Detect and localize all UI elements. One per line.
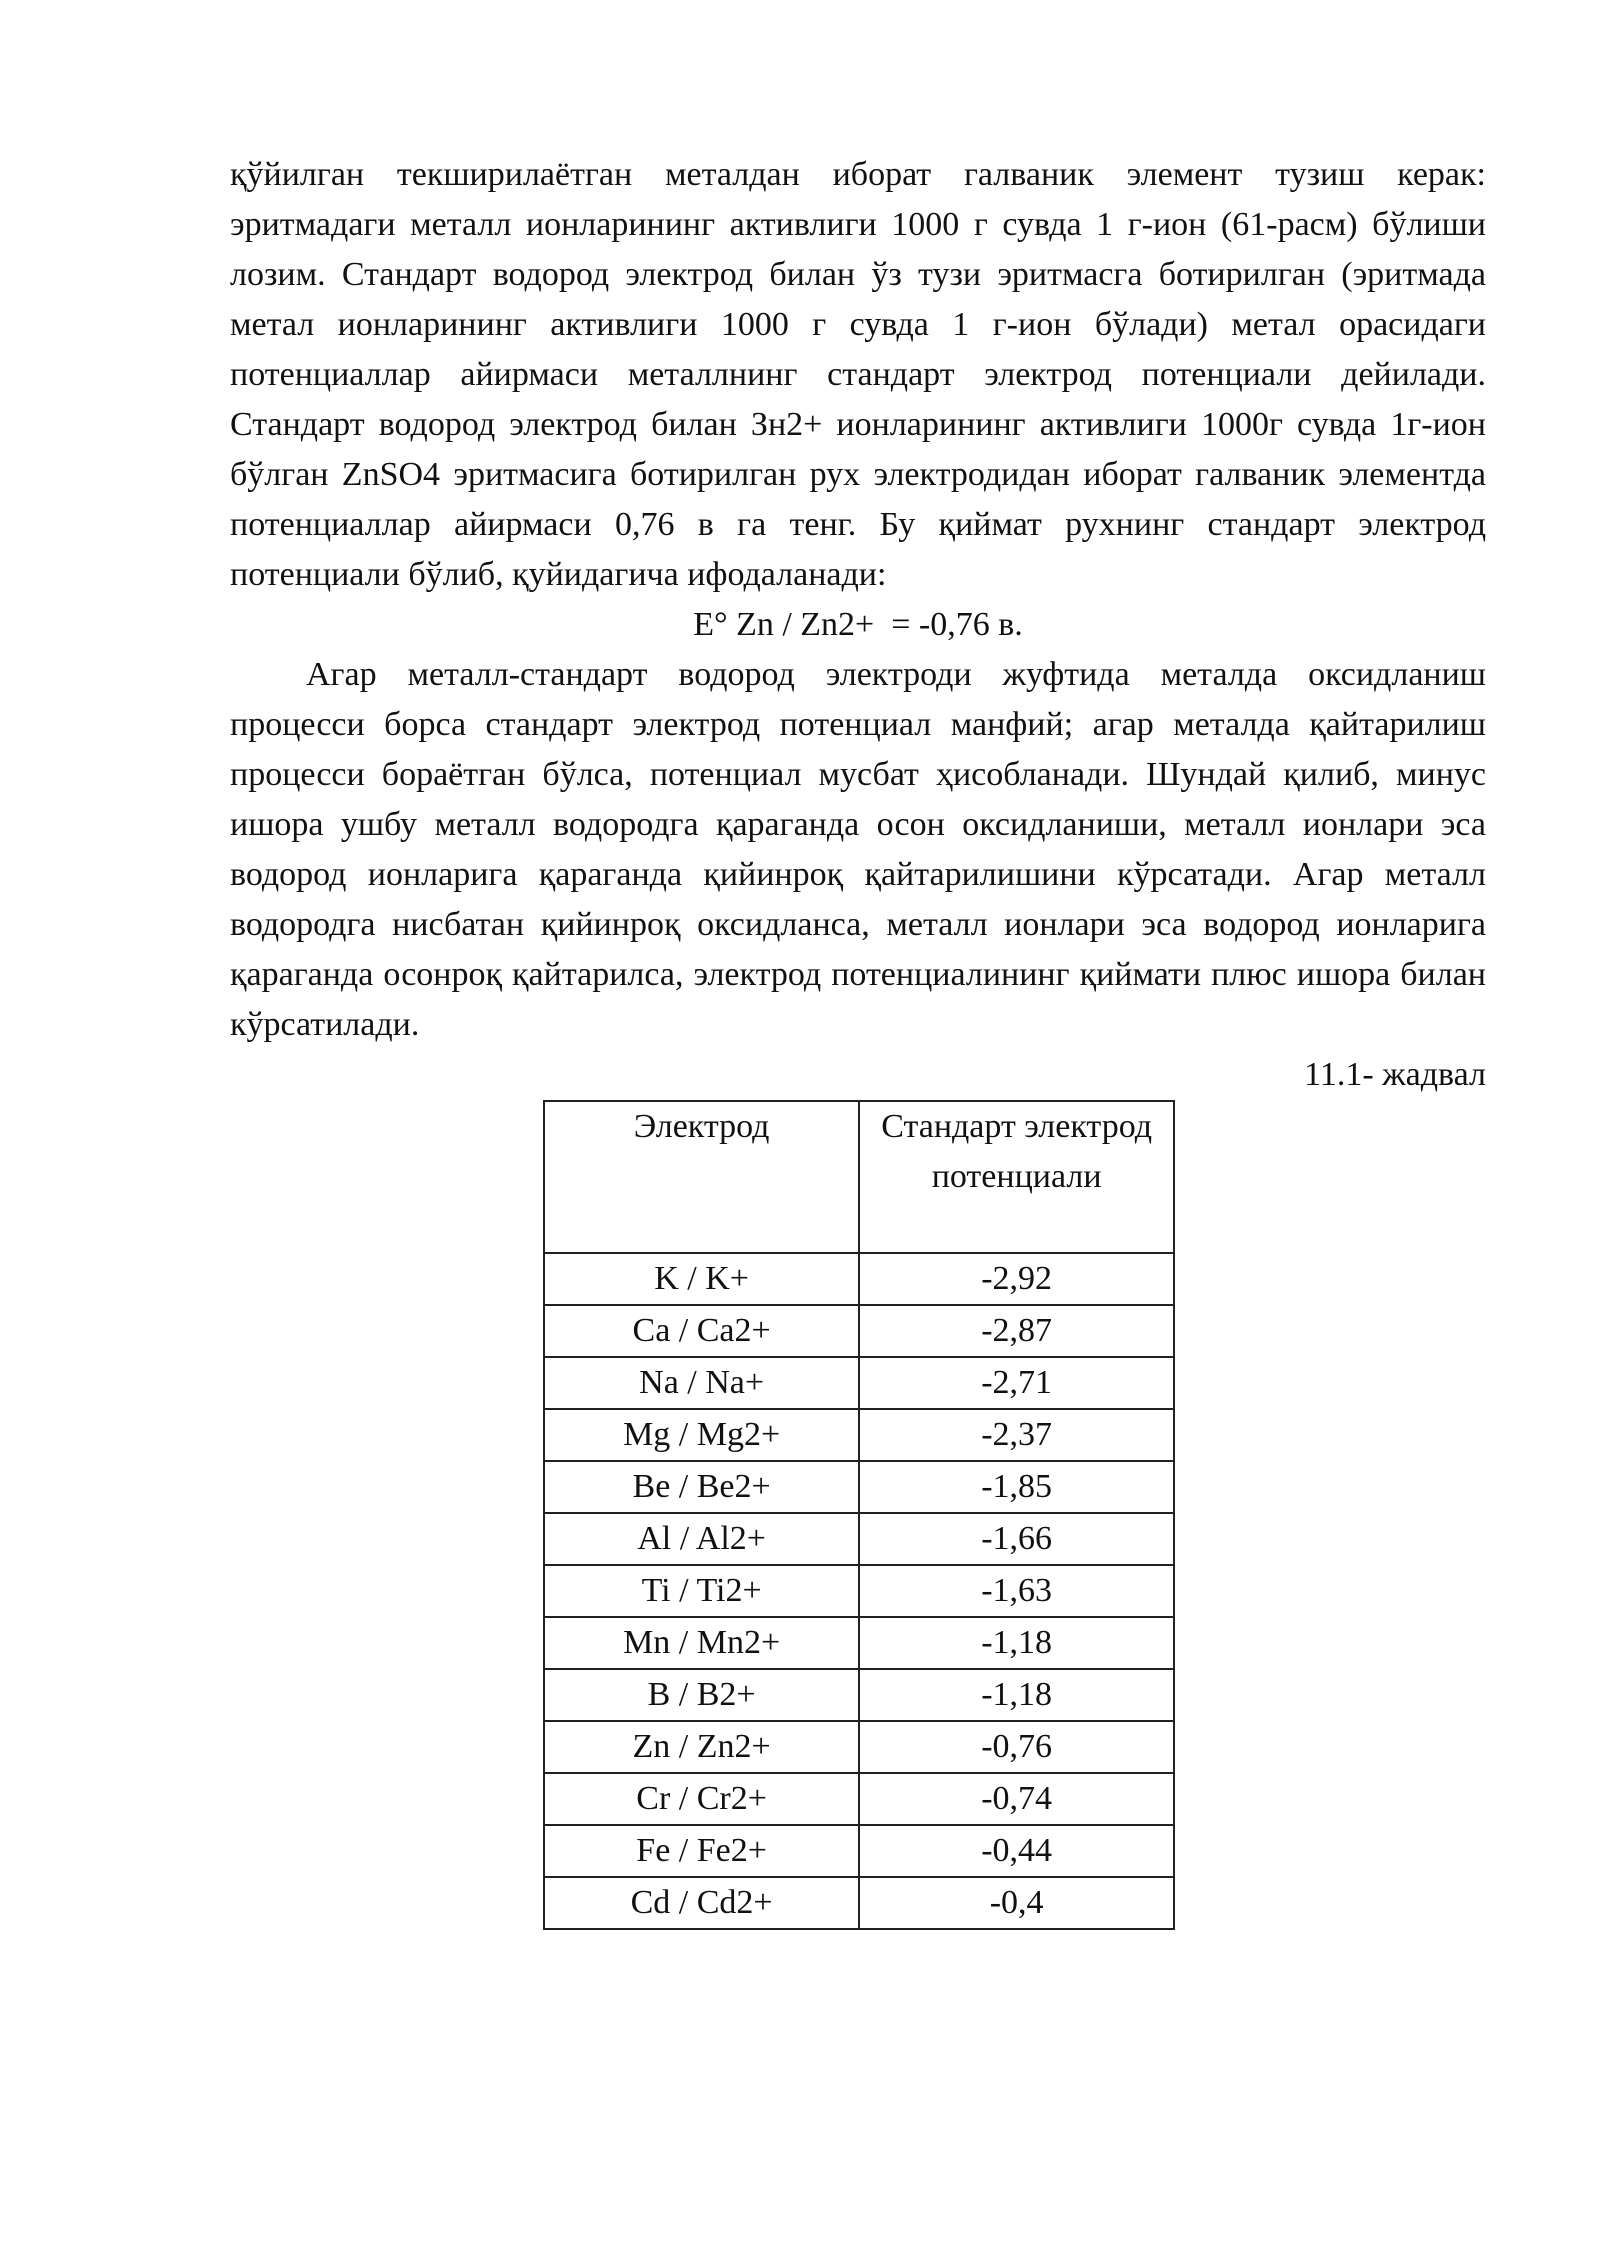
cell-electrode: Be / Be2+ <box>544 1461 859 1513</box>
cell-electrode: Mg / Mg2+ <box>544 1409 859 1461</box>
cell-potential: -1,85 <box>859 1461 1174 1513</box>
table-row <box>544 1565 1174 1617</box>
cell-potential: -0,44 <box>859 1825 1174 1877</box>
cell-electrode: Cr / Cr2+ <box>544 1773 859 1825</box>
cell-potential: -2,87 <box>859 1305 1174 1357</box>
electrode-potentials-table <box>543 1100 1175 1930</box>
header-electrode: Электрод <box>544 1101 859 1253</box>
cell-potential: -0,74 <box>859 1773 1174 1825</box>
table-row <box>544 1617 1174 1669</box>
header-potential: Стандарт электрод потенциали <box>859 1101 1174 1253</box>
paragraph-oxidation-sign: Агар металл-стандарт водород электроди жуфтида металда оксидланиш процесси борса стандарт электрод потенциал манфий; агар металда қайтарилиш процесси бораётган бўлса, потенциал мусбат ҳисобланади. Шундай қилиб, минус ишора ушбу металл водородга қараганда осон оксидланиши, металл ионлари эса водород ионларига қараганда қийинроқ қайтарилишини кўрсатади. Агар металл водородга нисбатан қийинроқ оксидланса, металл ионлари эса водород ионларига қараганда осонроқ қайтарилса, электрод потенциалининг қиймати плюс ишора билан кўрсатилади. <box>230 656 1486 1043</box>
cell-electrode: Cd / Cd2+ <box>544 1877 859 1929</box>
cell-electrode: Fe / Fe2+ <box>544 1825 859 1877</box>
table-row <box>544 1877 1174 1929</box>
paragraph-galvanic-element: қўйилган текширилаётган металдан иборат галваник элемент тузиш керак: эритмадаги металл ионларининг активлиги 1000 г сувда 1 г-ион (61-расм) бўлиши лозим. Стандарт водород электрод билан ўз тузи эритмасга ботирилган (эритмада метал ионларининг активлиги 1000 г сувда 1 г-ион бўлади) метал орасидаги потенциаллар айирмаси металлнинг стандарт электрод потенциали дейилади. Стандарт водород электрод билан Зн2+ ионларининг активлиги 1000г сувда 1г-ион бўлган ZnSO4 эритмасига ботирилган рух электродидан иборат галваник элементда потенциаллар айирмаси 0,76 в га тенг. Бу қиймат рухнинг стандарт электрод потенциали бўлиб, қуйидагича ифодаланади: <box>230 156 1486 593</box>
table-caption: 11.1- жадвал <box>1304 1056 1486 1093</box>
table-row <box>544 1409 1174 1461</box>
cell-potential: -2,92 <box>859 1253 1174 1305</box>
cell-electrode: Al / Al2+ <box>544 1513 859 1565</box>
table-row <box>544 1461 1174 1513</box>
cell-potential: -1,63 <box>859 1565 1174 1617</box>
table-row <box>544 1253 1174 1305</box>
cell-potential: -0,76 <box>859 1721 1174 1773</box>
cell-potential: -1,18 <box>859 1669 1174 1721</box>
table-header-row <box>544 1101 1174 1253</box>
table-row <box>544 1305 1174 1357</box>
table-row <box>544 1721 1174 1773</box>
table-row <box>544 1357 1174 1409</box>
cell-electrode: B / B2+ <box>544 1669 859 1721</box>
cell-potential: -1,18 <box>859 1617 1174 1669</box>
cell-potential: -2,37 <box>859 1409 1174 1461</box>
cell-potential: -1,66 <box>859 1513 1174 1565</box>
cell-electrode: Zn / Zn2+ <box>544 1721 859 1773</box>
table-row <box>544 1669 1174 1721</box>
cell-electrode: Ca / Ca2+ <box>544 1305 859 1357</box>
table-row <box>544 1773 1174 1825</box>
formula-zinc-potential: E° Zn / Zn2+ = -0,76 в. <box>693 606 1023 643</box>
table-row <box>544 1513 1174 1565</box>
cell-electrode: K / K+ <box>544 1253 859 1305</box>
cell-electrode: Ti / Ti2+ <box>544 1565 859 1617</box>
cell-electrode: Na / Na+ <box>544 1357 859 1409</box>
cell-potential: -0,4 <box>859 1877 1174 1929</box>
document-page <box>230 150 1486 1930</box>
table-row <box>544 1825 1174 1877</box>
cell-potential: -2,71 <box>859 1357 1174 1409</box>
cell-electrode: Mn / Mn2+ <box>544 1617 859 1669</box>
